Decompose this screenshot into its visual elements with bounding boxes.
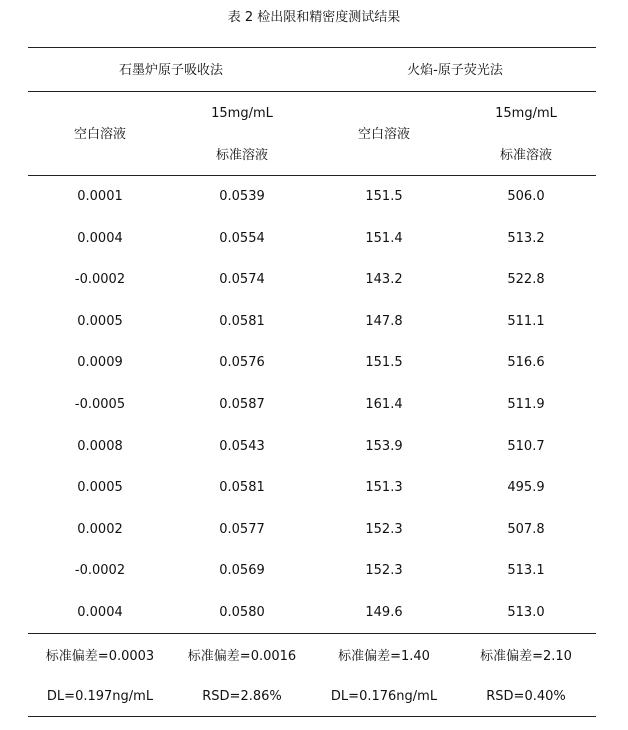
table-cell: 0.0008 — [77, 439, 123, 454]
table-cell: 0.0539 — [219, 189, 265, 204]
summary-cell: DL=0.176ng/mL — [330, 689, 438, 704]
table-cell: 151.3 — [365, 480, 403, 495]
table-cell: 507.8 — [507, 522, 545, 537]
summary-rule — [28, 633, 596, 634]
table-cell: 153.9 — [365, 439, 403, 454]
table-cell: 516.6 — [507, 355, 545, 370]
table-cell: 513.1 — [507, 563, 545, 578]
table-cell: 0.0580 — [219, 605, 265, 620]
column-header: 空白溶液 — [73, 127, 126, 142]
summary-cell: RSD=0.40% — [486, 689, 566, 704]
table-cell: 506.0 — [507, 189, 545, 204]
table-cell: 152.3 — [365, 563, 403, 578]
table-title: 表 2 检出限和精密度测试结果 — [227, 10, 401, 25]
table-cell: 0.0554 — [219, 231, 265, 246]
summary-cell: 标准偏差=0.0003 — [45, 649, 155, 664]
column-header-concentration: 15mg/mL — [211, 106, 273, 121]
table-cell: 0.0005 — [77, 480, 123, 495]
table-cell: 511.1 — [507, 314, 545, 329]
table-cell: 151.4 — [365, 231, 403, 246]
summary-cell: DL=0.197ng/mL — [46, 689, 154, 704]
table-cell: 513.0 — [507, 605, 545, 620]
column-header-concentration: 15mg/mL — [495, 106, 557, 121]
table-cell: 0.0576 — [219, 355, 265, 370]
table-cell: 511.9 — [507, 397, 545, 412]
table-cell: 0.0569 — [219, 563, 265, 578]
table-cell: 0.0581 — [219, 480, 265, 495]
bottom-rule — [28, 716, 596, 717]
column-header-solution: 标准溶液 — [499, 148, 552, 163]
column-header: 空白溶液 — [357, 127, 410, 142]
table-cell: 151.5 — [365, 189, 403, 204]
summary-cell: 标准偏差=2.10 — [480, 649, 572, 664]
table-cell: -0.0002 — [74, 272, 126, 287]
method-group-header: 火焰-原子荧光法 — [407, 63, 503, 78]
table-cell: 0.0581 — [219, 314, 265, 329]
top-rule — [28, 47, 596, 48]
summary-cell: 标准偏差=0.0016 — [187, 649, 297, 664]
table-cell: 510.7 — [507, 439, 545, 454]
table-cell: 513.2 — [507, 231, 545, 246]
table-cell: 0.0004 — [77, 231, 123, 246]
table-cell: 0.0004 — [77, 605, 123, 620]
table-cell: -0.0005 — [74, 397, 126, 412]
column-header-solution: 标准溶液 — [215, 148, 268, 163]
method-group-header: 石墨炉原子吸收法 — [118, 63, 223, 78]
table-cell: 495.9 — [507, 480, 545, 495]
table-cell: 151.5 — [365, 355, 403, 370]
table-cell: 161.4 — [365, 397, 403, 412]
table-cell: 0.0001 — [77, 189, 123, 204]
summary-cell: RSD=2.86% — [202, 689, 282, 704]
summary-cell: 标准偏差=1.40 — [338, 649, 430, 664]
table-cell: 0.0005 — [77, 314, 123, 329]
table-cell: 149.6 — [365, 605, 403, 620]
group-rule — [28, 91, 596, 92]
table-cell: 0.0543 — [219, 439, 265, 454]
table-cell: 147.8 — [365, 314, 403, 329]
table-cell: 0.0009 — [77, 355, 123, 370]
table-cell: 522.8 — [507, 272, 545, 287]
table-cell: 0.0577 — [219, 522, 265, 537]
table-cell: 0.0587 — [219, 397, 265, 412]
header-rule — [28, 175, 596, 176]
table-cell: 143.2 — [365, 272, 403, 287]
table-cell: 0.0574 — [219, 272, 265, 287]
table-cell: 152.3 — [365, 522, 403, 537]
table-cell: -0.0002 — [74, 563, 126, 578]
table-cell: 0.0002 — [77, 522, 123, 537]
